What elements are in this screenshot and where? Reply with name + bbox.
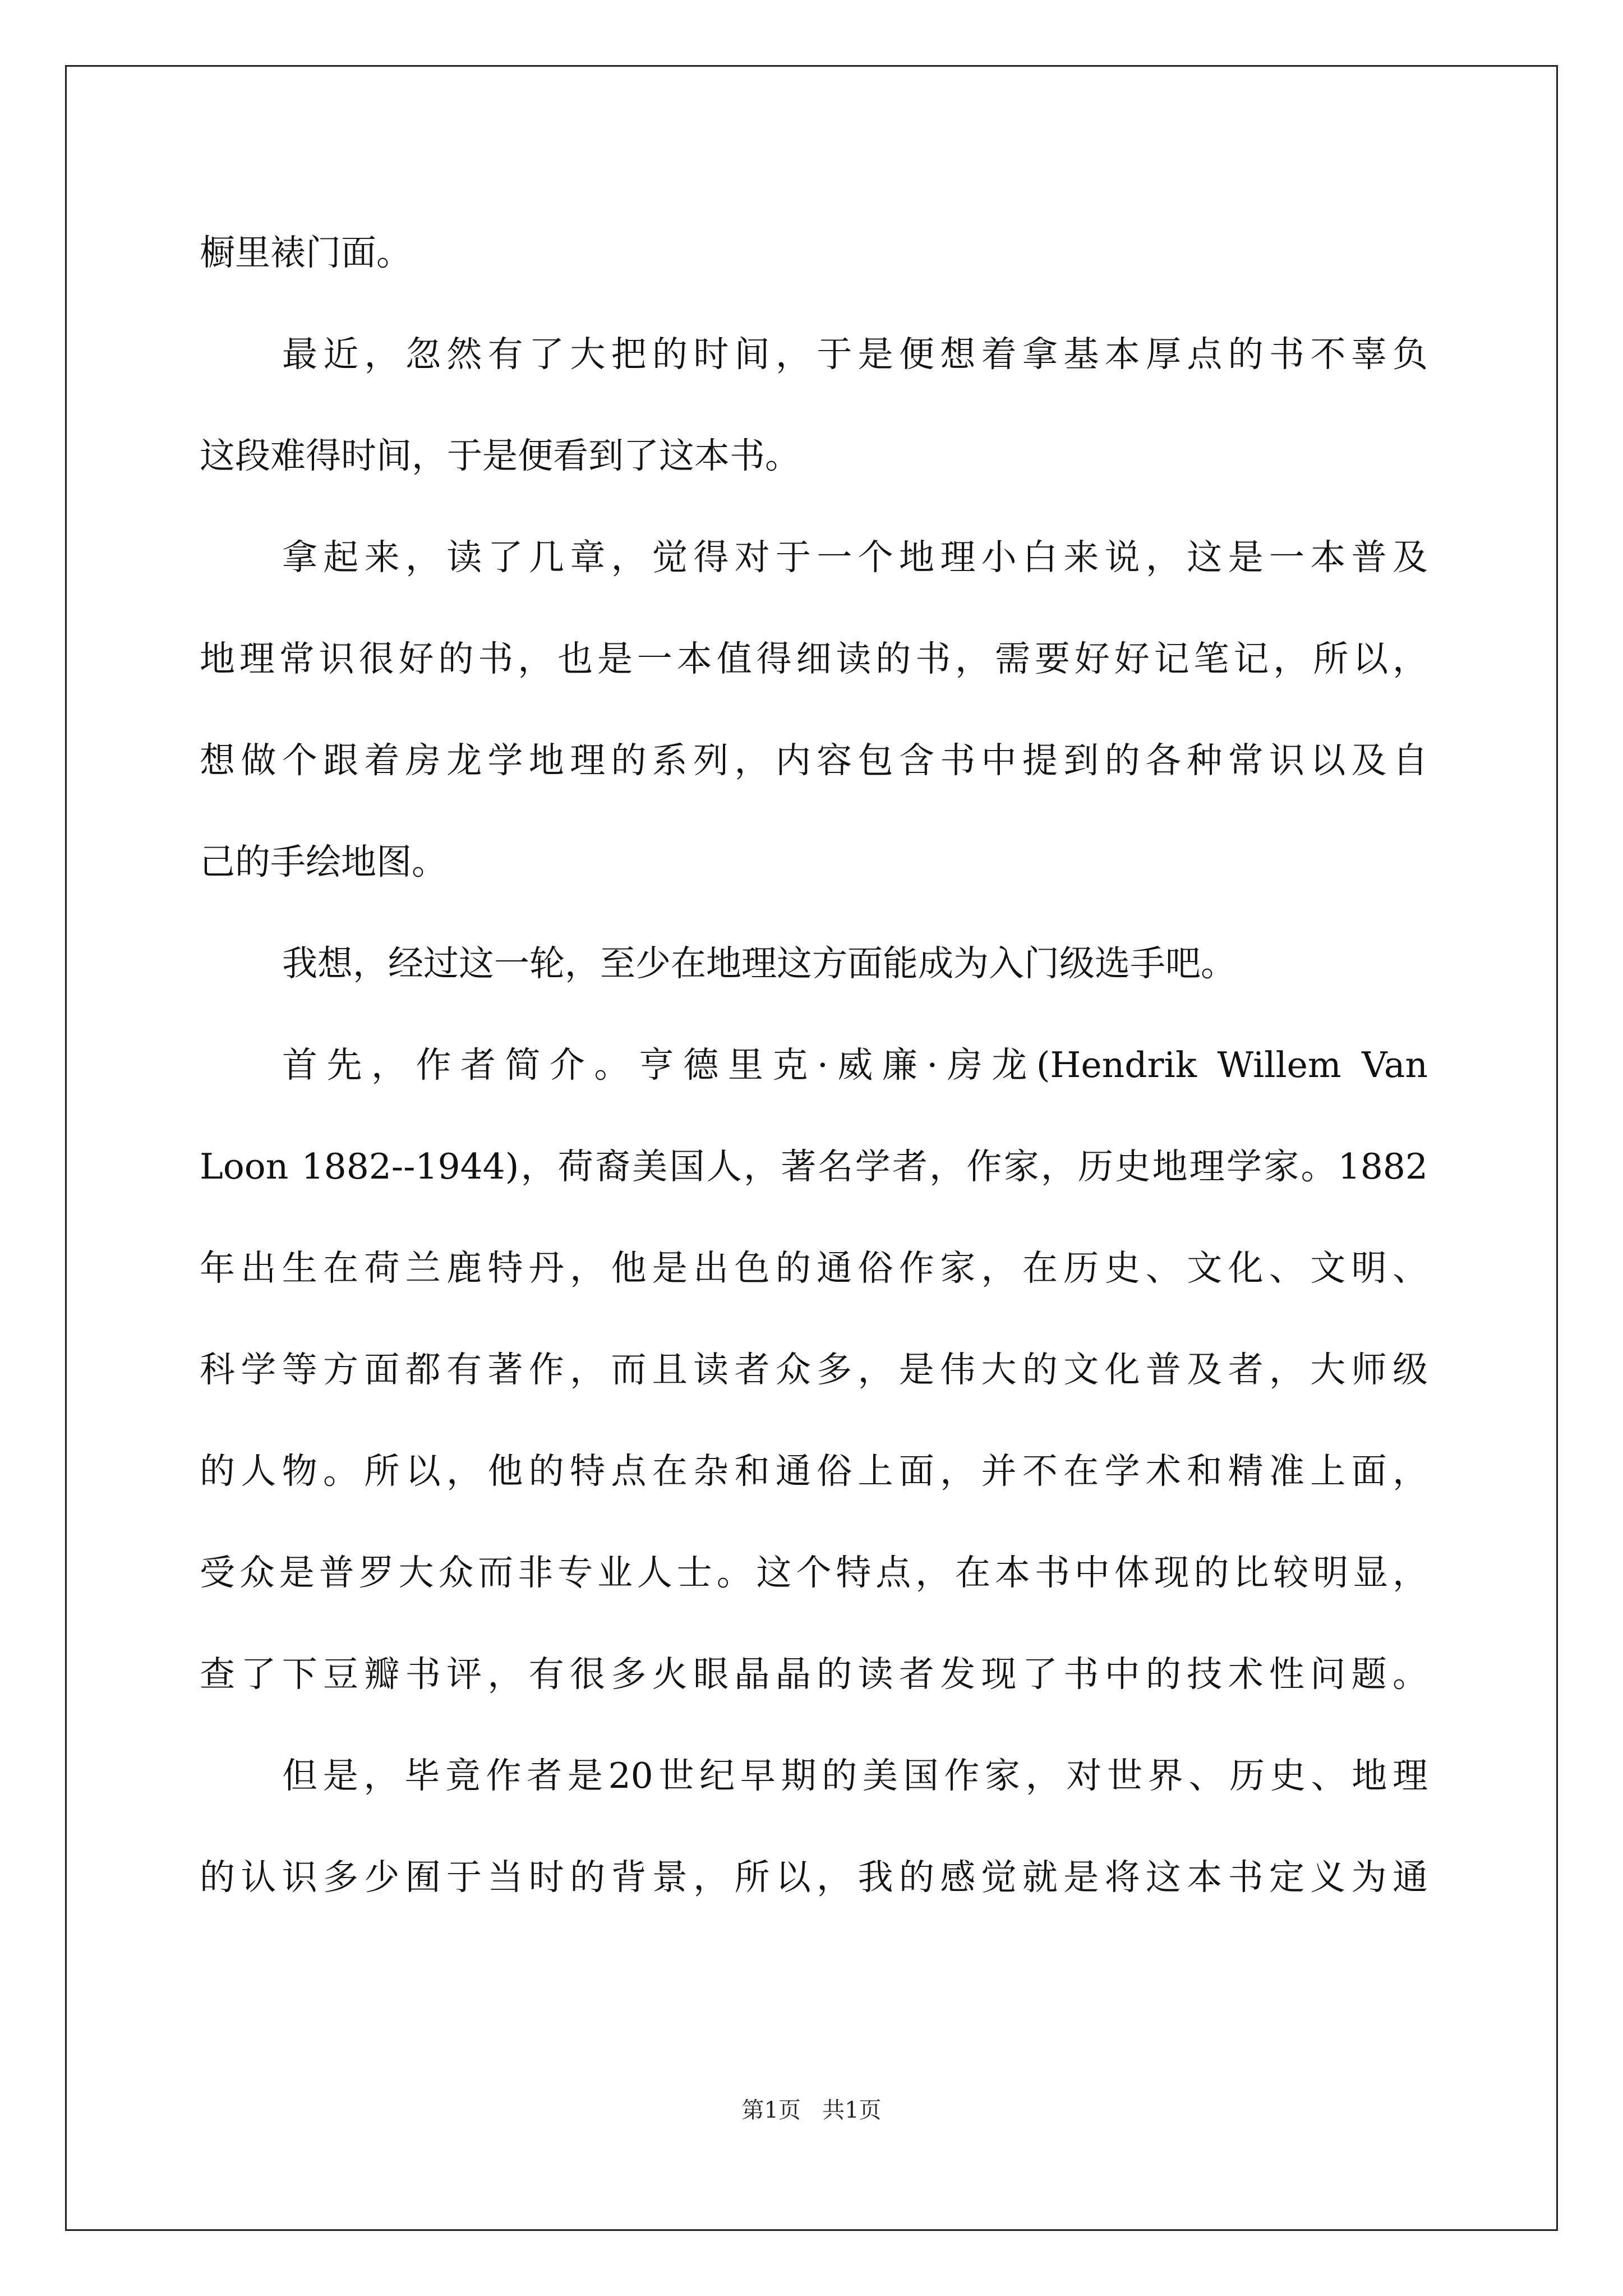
text-line: 己的手绘地图。 xyxy=(200,841,447,882)
text-line: 的人物。所以，他的特点在杂和通俗上面，并不在学术和精准上面， xyxy=(200,1451,1428,1492)
text-line: 科学等方面都有著作，而且读者众多，是伟大的文化普及者，大师级 xyxy=(200,1349,1428,1390)
page-total: 共1页 xyxy=(822,2097,882,2123)
text-line: 查了下豆瓣书评，有很多火眼晶晶的读者发现了书中的技术性问题。 xyxy=(200,1654,1428,1695)
page-footer xyxy=(0,2092,1623,2124)
text-line: 拿起来，读了几章，觉得对于一个地理小白来说，这是一本普及 xyxy=(282,537,1428,578)
page-number: 第1页 xyxy=(741,2097,801,2123)
text-line: Loon 1882--1944)，荷裔美国人，著名学者，作家，历史地理学家。1882 xyxy=(200,1146,1428,1187)
text-line: 受众是普罗大众而非专业人士。这个特点，在本书中体现的比较明显， xyxy=(200,1552,1428,1593)
text-line: 的认识多少囿于当时的背景，所以，我的感觉就是将这本书定义为通 xyxy=(200,1857,1428,1898)
document-body xyxy=(200,202,1428,1928)
text-line: 首先，作者简介。亨德里克·威廉·房龙(Hendrik Willem Van xyxy=(282,1045,1428,1085)
text-line: 但是，毕竟作者是20世纪早期的美国作家，对世界、历史、地理 xyxy=(282,1755,1428,1796)
text-line: 想做个跟着房龙学地理的系列，内容包含书中提到的各种常识以及自 xyxy=(200,740,1428,781)
text-line: 年出生在荷兰鹿特丹，他是出色的通俗作家，在历史、文化、文明、 xyxy=(200,1248,1428,1289)
text-line: 这段难得时间，于是便看到了这本书。 xyxy=(200,435,800,476)
text-line: 地理常识很好的书，也是一本值得细读的书，需要好好记笔记，所以， xyxy=(200,638,1428,679)
text-line: 橱里裱门面。 xyxy=(200,232,412,273)
text-line: 最近，忽然有了大把的时间，于是便想着拿基本厚点的书不辜负 xyxy=(282,334,1428,375)
text-line: 我想，经过这一轮，至少在地理这方面能成为入门级选手吧。 xyxy=(282,943,1236,984)
